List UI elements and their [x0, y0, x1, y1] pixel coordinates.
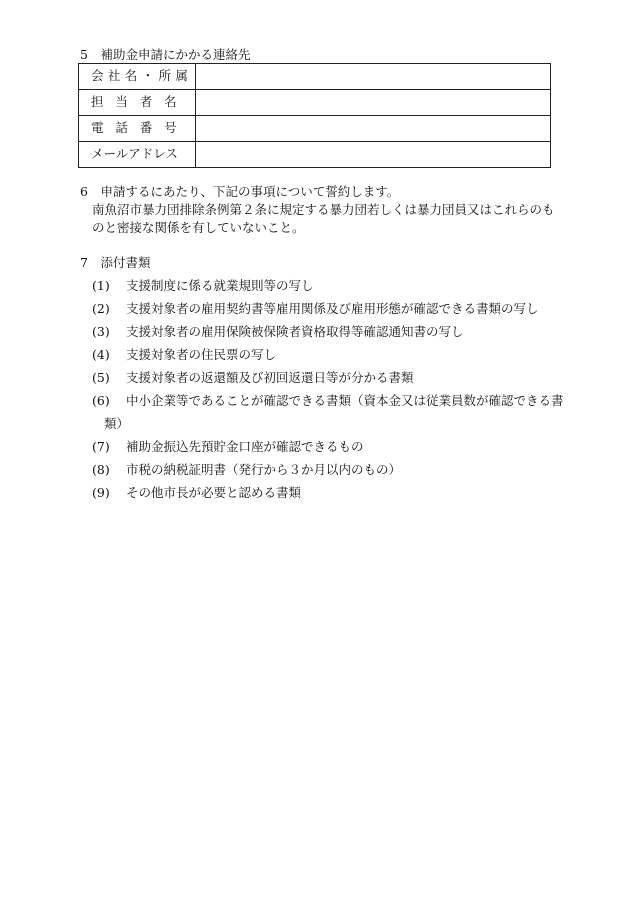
attachment-item [92, 395, 564, 408]
email-field[interactable] [196, 142, 551, 168]
table-row [79, 142, 551, 168]
item-number: (7) [92, 439, 110, 454]
item-text: 支援対象者の住民票の写し [126, 347, 277, 362]
phone-label: 電話番号 [79, 116, 196, 142]
item-text: 支援対象者の雇用保険被保険者資格取得等確認通知書の写し [126, 324, 464, 339]
item-text: 支援制度に係る就業規則等の写し [126, 278, 314, 293]
item-text: 支援対象者の雇用契約書等雇用関係及び雇用形態が確認できる書類の写し [126, 301, 539, 316]
item-number: (6) [92, 393, 110, 408]
item-number: (1) [92, 278, 110, 293]
attachment-item [92, 487, 301, 500]
item-text: 支援対象者の返還額及び初回返還日等が分かる書類 [126, 370, 414, 385]
item-text: 補助金振込先預貯金口座が確認できるもの [126, 439, 364, 454]
table-row [79, 90, 551, 116]
item-number: (8) [92, 462, 110, 477]
phone-field[interactable] [196, 116, 551, 142]
contact-person-label: 担当者名 [79, 90, 196, 116]
item-text: 市税の納税証明書（発行から３か月以内のもの） [126, 462, 402, 477]
attachment-item [92, 280, 314, 293]
item-number: (4) [92, 347, 110, 362]
company-field[interactable] [196, 64, 551, 90]
company-label: 会社名・所属 [79, 64, 196, 90]
pledge-text-line-1: 南魚沼市暴力団排除条例第２条に規定する暴力団若しくは暴力団員又はこれらのも [92, 202, 555, 217]
attachment-item [92, 372, 414, 385]
item-text: 中小企業等であることが確認できる書類（資本金又は従業員数が確認できる書 [126, 393, 564, 408]
table-row [79, 64, 551, 90]
item-text: その他市長が必要と認める書類 [126, 485, 302, 500]
item-text-continuation: 類） [104, 416, 130, 431]
item-number: (2) [92, 301, 110, 316]
attachment-item [92, 303, 539, 316]
attachment-item [92, 326, 464, 339]
item-number: (9) [92, 485, 110, 500]
contact-person-field[interactable] [196, 90, 551, 116]
section-7-heading: 7 添付書類 [80, 255, 151, 270]
contact-table [78, 63, 551, 168]
pledge-text-line-2: のと密接な関係を有していないこと。 [92, 220, 305, 235]
section-6-heading: 6 申請するにあたり、下記の事項について誓約します。 [80, 184, 400, 199]
attachment-item [92, 441, 364, 454]
table-row [79, 116, 551, 142]
email-label: メールアドレス [79, 142, 196, 168]
attachment-item [92, 464, 401, 477]
attachment-item [92, 349, 276, 362]
item-number: (3) [92, 324, 110, 339]
section-5-heading: 5 補助金申請にかかる連絡先 [80, 47, 251, 62]
item-number: (5) [92, 370, 110, 385]
